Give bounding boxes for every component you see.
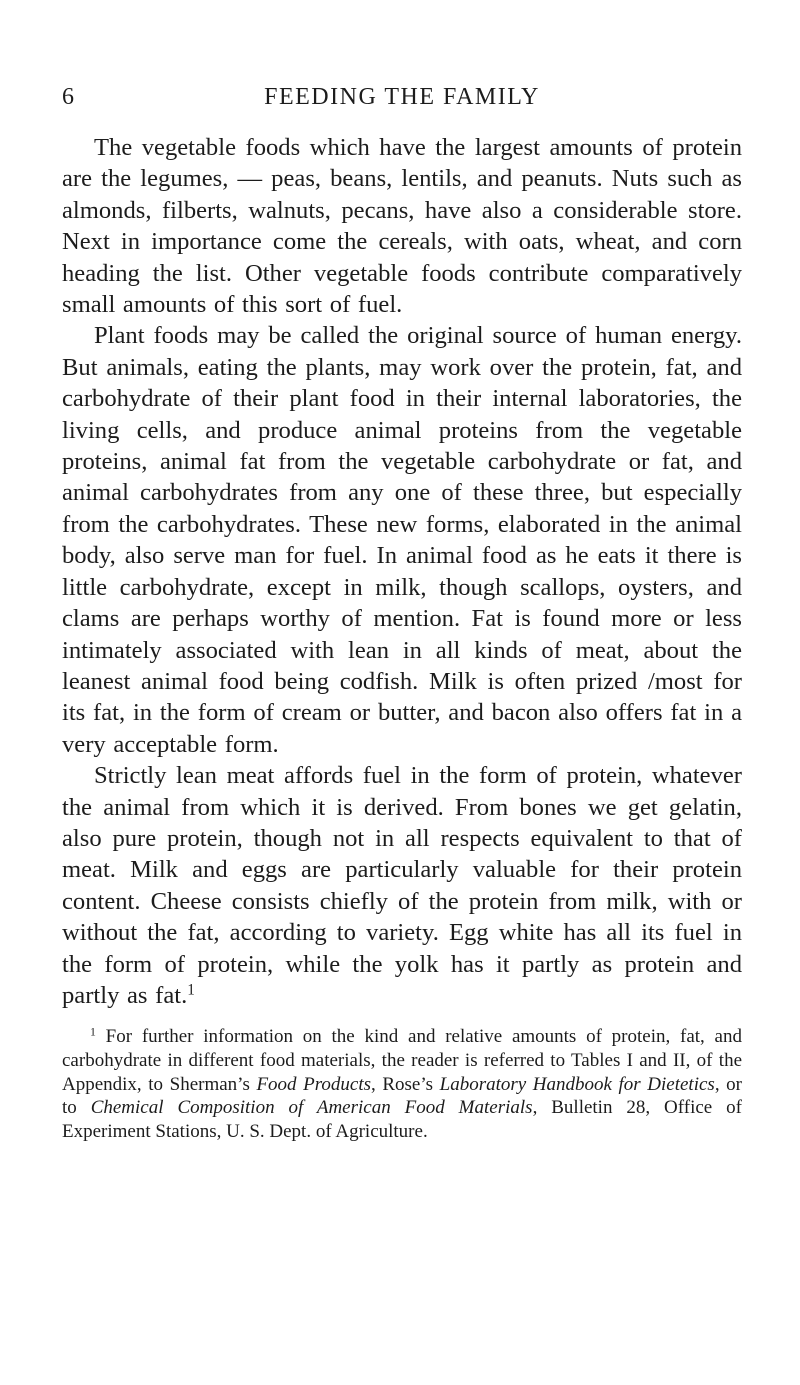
paragraph-lean-meat-text: Strictly lean meat affords fuel in the form of protein, whatever the animal from which it is derived. From bones we get gelatin, also pure protein, though not in all respects equivalent to that of meat. Milk and eggs are particularly valuable for their protein content. Cheese consists chiefly of the protein from milk, with or without the fat, according to variety. Egg white has all its fuel in the form of protein, while the yolk has it partly as protein and partly as fat. [62,762,742,1009]
footnote-text-part: , or to [62,1073,742,1119]
book-title-chemical-composition: Chemical Composition of American Food Materials [90,1097,533,1119]
footnote-marker: 1 [90,1025,96,1039]
footnote-text-part: , Rose’s [371,1073,440,1095]
book-title-laboratory-handbook: Laboratory Handbook for Dietetics [439,1073,715,1095]
footnote-text-part: , Bulletin 28, Office of Experiment Stations, U. S. Dept. of Agriculture. [62,1097,742,1142]
paragraph-vegetable-proteins: The vegetable foods which have the largest amounts of protein are the legumes, — peas, beans, lentils, and peanuts. Nuts such as almonds, filberts, walnuts, pecans, have also a considerable store. Next in importance come the cereals, with oats, wheat, and corn heading the list. Other vegetable foods contribute comparatively small amounts of this sort of fuel. [62,134,742,319]
paragraph-plant-foods: Plant foods may be called the original source of human energy. But animals, eating the plants, may work over the protein, fat, and carbohydrate of their plant food in their internal laboratories, the living cells, and produce animal proteins from the vegetable proteins, animal fat from the vegetable carbohydrate or fat, and animal carbohydrates from any one of these three, but especially from the carbohydrates. These new forms, elaborated in the animal body, also serve man for fuel. In animal food as he eats it there is little carbohydrate, except in milk, though scallops, oysters, and clams are perhaps worthy of mention. Fat is found more or less intimately associated with lean in all kinds of meat, about the leanest animal food being codfish. Milk is often prized /most for its fat, in the form of cream or butter, and bacon also offers fat in a very acceptable form. [62,322,742,758]
footnote-text-part: For further information on the kind and relative amounts of protein, fat, and carbohydrate in different food materials, the reader is referred to Tables I and II, of the Appendix, to Sherman’s [62,1026,742,1095]
footnote-text [62,1025,742,1143]
running-header [62,74,742,120]
page-number: 6 [62,84,76,110]
footnote-reference: 1 [187,981,195,999]
book-title-food-products: Food Products [256,1073,372,1095]
paragraph-lean-meat [62,760,742,1011]
book-page [62,74,742,1143]
footnote [62,1025,742,1143]
body-text [62,132,742,1011]
running-title: FEEDING THE FAMILY [264,84,540,110]
